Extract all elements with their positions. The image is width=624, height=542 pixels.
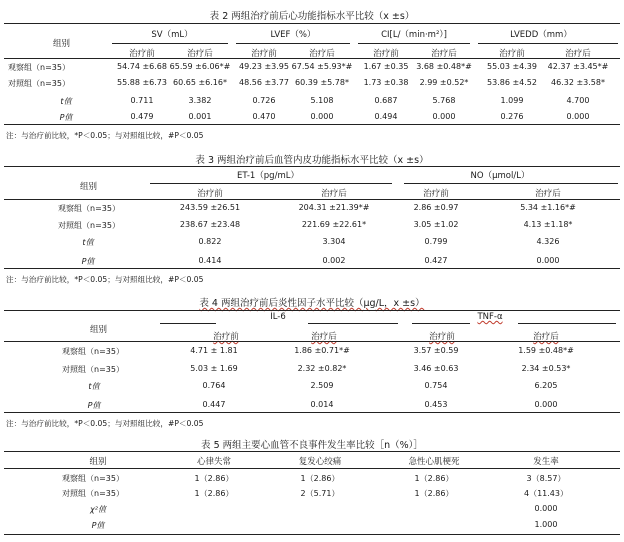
table2-cell: 3.68 ±0.48*# [416, 62, 472, 71]
table5-header-group: 组别 [89, 457, 107, 467]
table3-cell: 2.86 ±0.97 [413, 203, 459, 212]
table3-no-before: 治疗前 [423, 189, 449, 199]
table2-metric-sv: SV（mL） [151, 30, 193, 40]
table2-cell: 0.000 [432, 112, 456, 121]
table3-group-header: 组别 [80, 182, 98, 192]
table5-cell: 1（2.86） [414, 489, 454, 498]
table2-row-t-label: t值 [60, 97, 72, 106]
table2-row-control-label: 对照组（n=35） [8, 79, 70, 88]
table2-cell: 0.000 [310, 112, 334, 121]
table5-top-rule [4, 451, 620, 452]
table3-cell: 5.34 ±1.16*# [520, 203, 576, 212]
table5-cell: 1（2.86） [194, 474, 234, 483]
table3-cell: 238.67 ±23.48 [179, 220, 241, 229]
table2-row-observe-label: 观察组（n=35） [8, 63, 70, 72]
table2-cell: 1.73 ±0.38 [363, 78, 409, 87]
table5-header-arrhythmia: 心律失常 [196, 457, 232, 467]
table4-cell: 0.000 [534, 400, 558, 409]
table2-cell: 4.700 [566, 96, 590, 105]
table5-cell: 1（2.86） [300, 474, 340, 483]
table2-metric-lvef: LVEF（%） [270, 30, 316, 40]
table3-header-rule [4, 199, 620, 200]
table4-metric-tnf [477, 312, 502, 322]
table2-cell: 67.54 ±5.93*# [291, 62, 353, 71]
table4-il6-rule-left [160, 323, 216, 324]
table3-cell: 0.000 [536, 256, 560, 265]
table3-metric-et1: ET-1（pg/mL） [237, 171, 299, 181]
table4-metric-tnf-text: TNF-α [477, 312, 503, 322]
table4-row-observe-label: 观察组（n=35） [62, 347, 124, 356]
table2-cell: 0.001 [188, 112, 212, 121]
table2-cell: 46.32 ±3.58* [551, 78, 605, 87]
table2-cell: 48.56 ±3.77 [239, 78, 289, 87]
table4-cell: 2.34 ±0.53* [521, 364, 571, 373]
table4-header-rule [4, 341, 620, 342]
table2-cell: 0.000 [566, 112, 590, 121]
table2-cell: 5.108 [310, 96, 334, 105]
table2-cell: 0.711 [130, 96, 154, 105]
table4-cell: 3.46 ±0.63 [413, 364, 459, 373]
table2-lvedd-before: 治疗前 [499, 49, 525, 59]
table3-top-rule [4, 166, 620, 167]
table4-cell: 4.71 ± 1.81 [190, 346, 238, 355]
table3-metric-no: NO（μmol/L） [470, 171, 530, 181]
table4-cell: 0.453 [424, 400, 448, 409]
table4-cell: 0.447 [202, 400, 226, 409]
table2-lvedd-rule [478, 43, 618, 44]
table3-cell: 204.31 ±21.39*# [298, 203, 370, 212]
table2-cell: 55.88 ±6.73 [117, 78, 167, 87]
table3-cell: 3.05 ±1.02 [413, 220, 459, 229]
table2-ci-after: 治疗后 [431, 49, 457, 59]
table3-cell: 3.304 [322, 237, 346, 246]
table3-row-p-label: P值 [81, 257, 95, 266]
table3-cell: 4.326 [536, 237, 560, 246]
table2-metric-lvedd: LVEDD（mm） [510, 30, 572, 40]
table2-sv-before: 治疗前 [129, 49, 155, 59]
table5-row-chi-label: χ²值 [90, 505, 106, 514]
table4-row-t-label: t值 [88, 382, 100, 391]
table2-lvef-before: 治疗前 [251, 49, 277, 59]
table2-cell: 42.37 ±3.45*# [547, 62, 609, 71]
table4-tnf-rule-right [518, 323, 616, 324]
table4-title-text: 表 4 两组治疗前后炎性因子水平比较（μg/L，x ±s） [199, 298, 425, 309]
table3-cell: 0.414 [198, 256, 222, 265]
table2-cell: 65.59 ±6.06*# [169, 62, 231, 71]
table2-cell: 60.65 ±6.16* [173, 78, 227, 87]
table4-il6-before-text: 治疗前 [213, 332, 239, 342]
table4-row-control-label: 对照组（n=35） [62, 365, 124, 374]
table4-il6-after-text: 治疗后 [311, 332, 337, 342]
table5-cell: 1（2.86） [414, 474, 454, 483]
table2-cell: 0.494 [374, 112, 398, 121]
table2-cell: 0.276 [500, 112, 524, 121]
table4-tnf-after-text: 治疗后 [533, 332, 559, 342]
table3-cell: 4.13 ±1.18* [523, 220, 573, 229]
table5-cell: 1.000 [534, 520, 558, 529]
table3-et1-before: 治疗前 [197, 189, 223, 199]
table3-cell: 243.59 ±26.51 [179, 203, 241, 212]
table2-metric-ci: CI[L/（min·m²）] [381, 30, 447, 40]
table2-cell: 0.479 [130, 112, 154, 121]
table4-cell: 0.014 [310, 400, 334, 409]
table2-cell: 53.86 ±4.52 [487, 78, 537, 87]
table3-no-rule [404, 183, 618, 184]
table2-lvedd-after: 治疗后 [565, 49, 591, 59]
table2-header-rule [4, 58, 620, 59]
table2-cell: 55.03 ±4.39 [487, 62, 537, 71]
table4-row-p-label: P值 [87, 401, 101, 410]
table2-cell: 54.74 ±6.68 [117, 62, 167, 71]
table4-bottom-rule [4, 412, 620, 413]
table4-cell: 0.754 [424, 381, 448, 390]
table4-cell: 1.59 ±0.48*# [518, 346, 574, 355]
table4-group-header: 组别 [90, 325, 108, 335]
table3-row-observe-label: 观察组（n=35） [58, 204, 120, 213]
table5-title: 表 5 两组主要心血管不良事件发生率比较［n（%）］ [201, 440, 423, 451]
table5-cell: 1（2.86） [194, 489, 234, 498]
table4-note: 注：与治疗前比较，*P＜0.05；与对照组比较，#P＜0.05 [6, 419, 204, 428]
table5-row-observe-label: 观察组（n=35） [62, 474, 124, 483]
table2-cell: 60.39 ±5.78* [295, 78, 349, 87]
table4-cell: 2.32 ±0.82* [297, 364, 347, 373]
table4-tnf-before-text: 治疗前 [429, 332, 455, 342]
table5-bottom-rule [4, 534, 620, 535]
table4-cell: 2.509 [310, 381, 334, 390]
table2-cell: 3.382 [188, 96, 212, 105]
table4-cell: 6.205 [534, 381, 558, 390]
table5-header-rule [4, 468, 620, 469]
table2-cell: 0.687 [374, 96, 398, 105]
table5-row-p-label: P值 [91, 521, 105, 530]
table2-title: 表 2 两组治疗前后心功能指标水平比较（x ±s） [209, 11, 415, 22]
table2-bottom-rule [4, 124, 620, 125]
table2-top-rule [4, 23, 620, 24]
table2-ci-before: 治疗前 [373, 49, 399, 59]
table4-metric-il6: IL-6 [270, 312, 286, 322]
table3-row-t-label: t值 [82, 238, 94, 247]
table5-cell: 3（8.57） [526, 474, 566, 483]
table4-title [199, 295, 424, 309]
table4-top-rule [4, 310, 620, 311]
table3-title: 表 3 两组治疗前后血管内皮功能指标水平比较（x ±s） [195, 155, 429, 166]
table3-cell: 0.427 [424, 256, 448, 265]
table5-cell: 4（11.43） [524, 489, 568, 498]
table3-row-control-label: 对照组（n=35） [58, 221, 120, 230]
table2-lvef-after: 治疗后 [309, 49, 335, 59]
table2-ci-rule [358, 43, 470, 44]
table5-row-control-label: 对照组（n=35） [62, 489, 124, 498]
table4-il6-rule-right [308, 323, 398, 324]
table2-cell: 5.768 [432, 96, 456, 105]
table5-header-incidence: 发生率 [533, 457, 559, 467]
table3-cell: 0.002 [322, 256, 346, 265]
table5-cell: 2（5.71） [300, 489, 340, 498]
table2-cell: 2.99 ±0.52* [419, 78, 469, 87]
table2-cell: 49.23 ±3.95 [239, 62, 289, 71]
table5-header-mi: 急性心肌梗死 [408, 457, 460, 467]
table3-cell: 0.799 [424, 237, 448, 246]
table4-cell: 1.86 ±0.71*# [294, 346, 350, 355]
table3-cell: 0.822 [198, 237, 222, 246]
table4-tnf-rule-left [412, 323, 470, 324]
table2-sv-after: 治疗后 [187, 49, 213, 59]
table3-bottom-rule [4, 268, 620, 269]
table3-note: 注：与治疗前比较，*P＜0.05；与对照组比较，#P＜0.05 [6, 275, 204, 284]
table2-cell: 1.67 ±0.35 [363, 62, 409, 71]
table2-group-header: 组别 [53, 39, 71, 49]
table5-cell: 0.000 [534, 504, 558, 513]
table2-row-p-label: P值 [59, 113, 73, 122]
table2-cell: 1.099 [500, 96, 524, 105]
table2-cell: 0.470 [252, 112, 276, 121]
table3-cell: 221.69 ±22.61* [301, 220, 367, 229]
table2-cell: 0.726 [252, 96, 276, 105]
table3-et1-rule [150, 183, 392, 184]
table2-sv-rule [112, 43, 228, 44]
table3-et1-after: 治疗后 [321, 189, 347, 199]
table4-cell: 5.03 ± 1.69 [190, 364, 238, 373]
table4-cell: 0.764 [202, 381, 226, 390]
table5-header-angina: 复发心绞痛 [298, 457, 342, 467]
table2-note: 注：与治疗前比较，*P＜0.05；与对照组比较，#P＜0.05 [6, 131, 204, 140]
table2-lvef-rule [236, 43, 350, 44]
table3-no-after: 治疗后 [535, 189, 561, 199]
table4-cell: 3.57 ±0.59 [413, 346, 459, 355]
